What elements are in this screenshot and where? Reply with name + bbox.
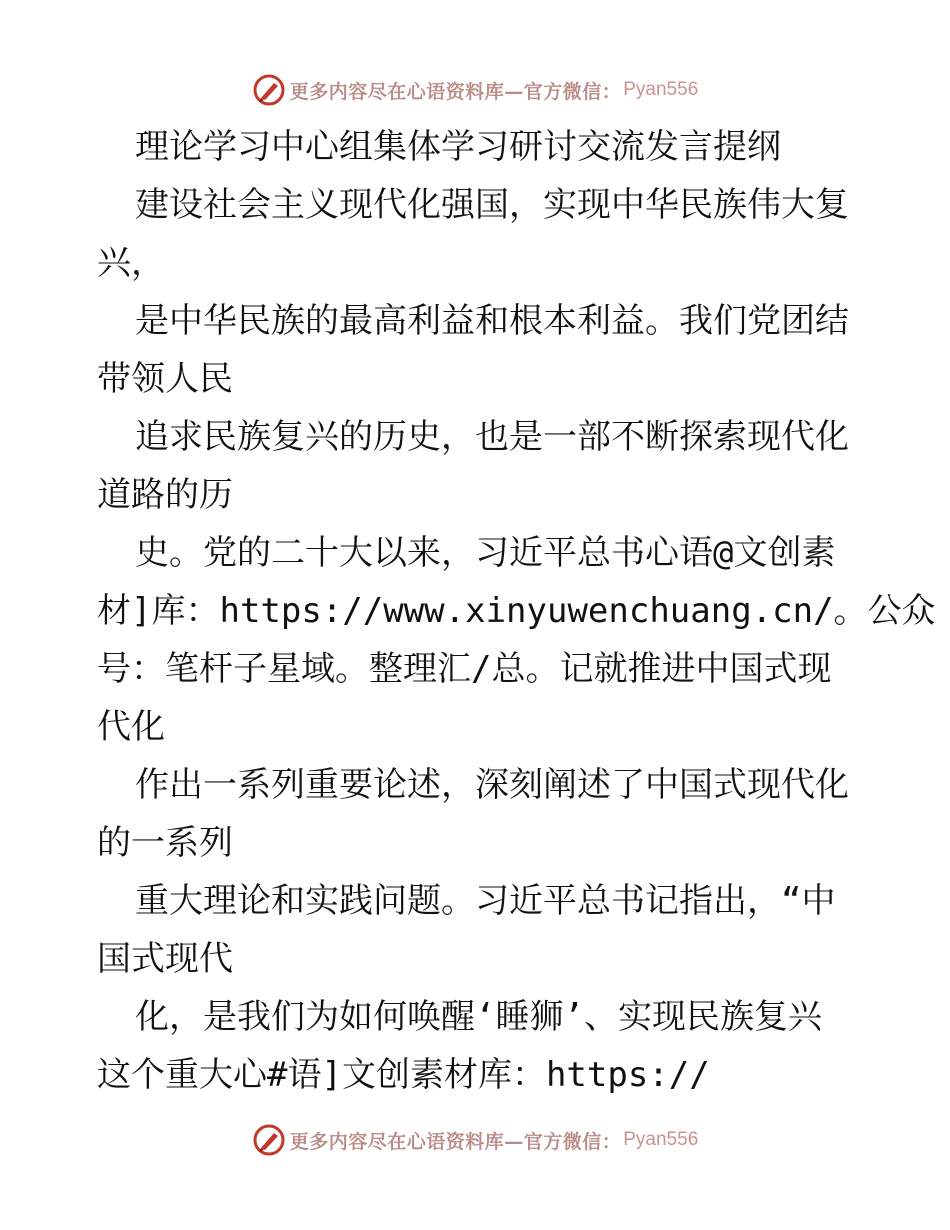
pen-logo-icon xyxy=(252,73,286,107)
document-title: 理论学习中心组集体学习研讨交流发言提纲 xyxy=(135,127,781,167)
paragraph-line: 追求民族复兴的历史，也是一部不断探索现代化 xyxy=(135,417,849,457)
paragraph-line: 材]库：https://www.xinyuwenchuang.cn/。公众 xyxy=(97,591,936,631)
paragraph-line: 重大理论和实践问题。习近平总书记指出，“中 xyxy=(135,881,836,921)
footer-watermark-banner xyxy=(0,1120,950,1160)
pen-logo-icon xyxy=(252,1123,286,1157)
paragraph-line: 的一系列 xyxy=(97,823,233,863)
paragraph-line: 道路的历 xyxy=(97,475,233,515)
paragraph-line: 史。党的二十大以来，习近平总书心语@文创素 xyxy=(135,533,836,573)
paragraph-line: 这个重大心#语]文创素材库：https:// xyxy=(97,1055,710,1095)
paragraph-line: 是中华民族的最高利益和根本利益。我们党团结 xyxy=(135,301,849,341)
paragraph-line: 化，是我们为如何唤醒‘睡狮’、实现民族复兴 xyxy=(135,997,822,1037)
footer-banner-handle: Pyan556 xyxy=(623,1129,699,1150)
header-watermark-banner xyxy=(0,70,950,110)
paragraph-line: 号：笔杆子星域。整理汇/总。记就推进中国式现 xyxy=(97,649,832,689)
header-banner-handle: Pyan556 xyxy=(623,79,699,100)
paragraph-line: 建设社会主义现代化强国，实现中华民族伟大复 xyxy=(135,185,849,225)
paragraph-line: 国式现代 xyxy=(97,939,233,979)
document-body xyxy=(97,118,936,1104)
header-banner-text: 更多内容尽在心语资料库—官方微信： xyxy=(289,80,622,103)
paragraph-line: 兴， xyxy=(97,243,165,283)
paragraph-line: 作出一系列重要论述，深刻阐述了中国式现代化 xyxy=(135,765,849,805)
paragraph-line: 带领人民 xyxy=(97,359,233,399)
footer-banner-text: 更多内容尽在心语资料库—官方微信： xyxy=(289,1130,622,1153)
paragraph-line: 代化 xyxy=(97,707,165,747)
